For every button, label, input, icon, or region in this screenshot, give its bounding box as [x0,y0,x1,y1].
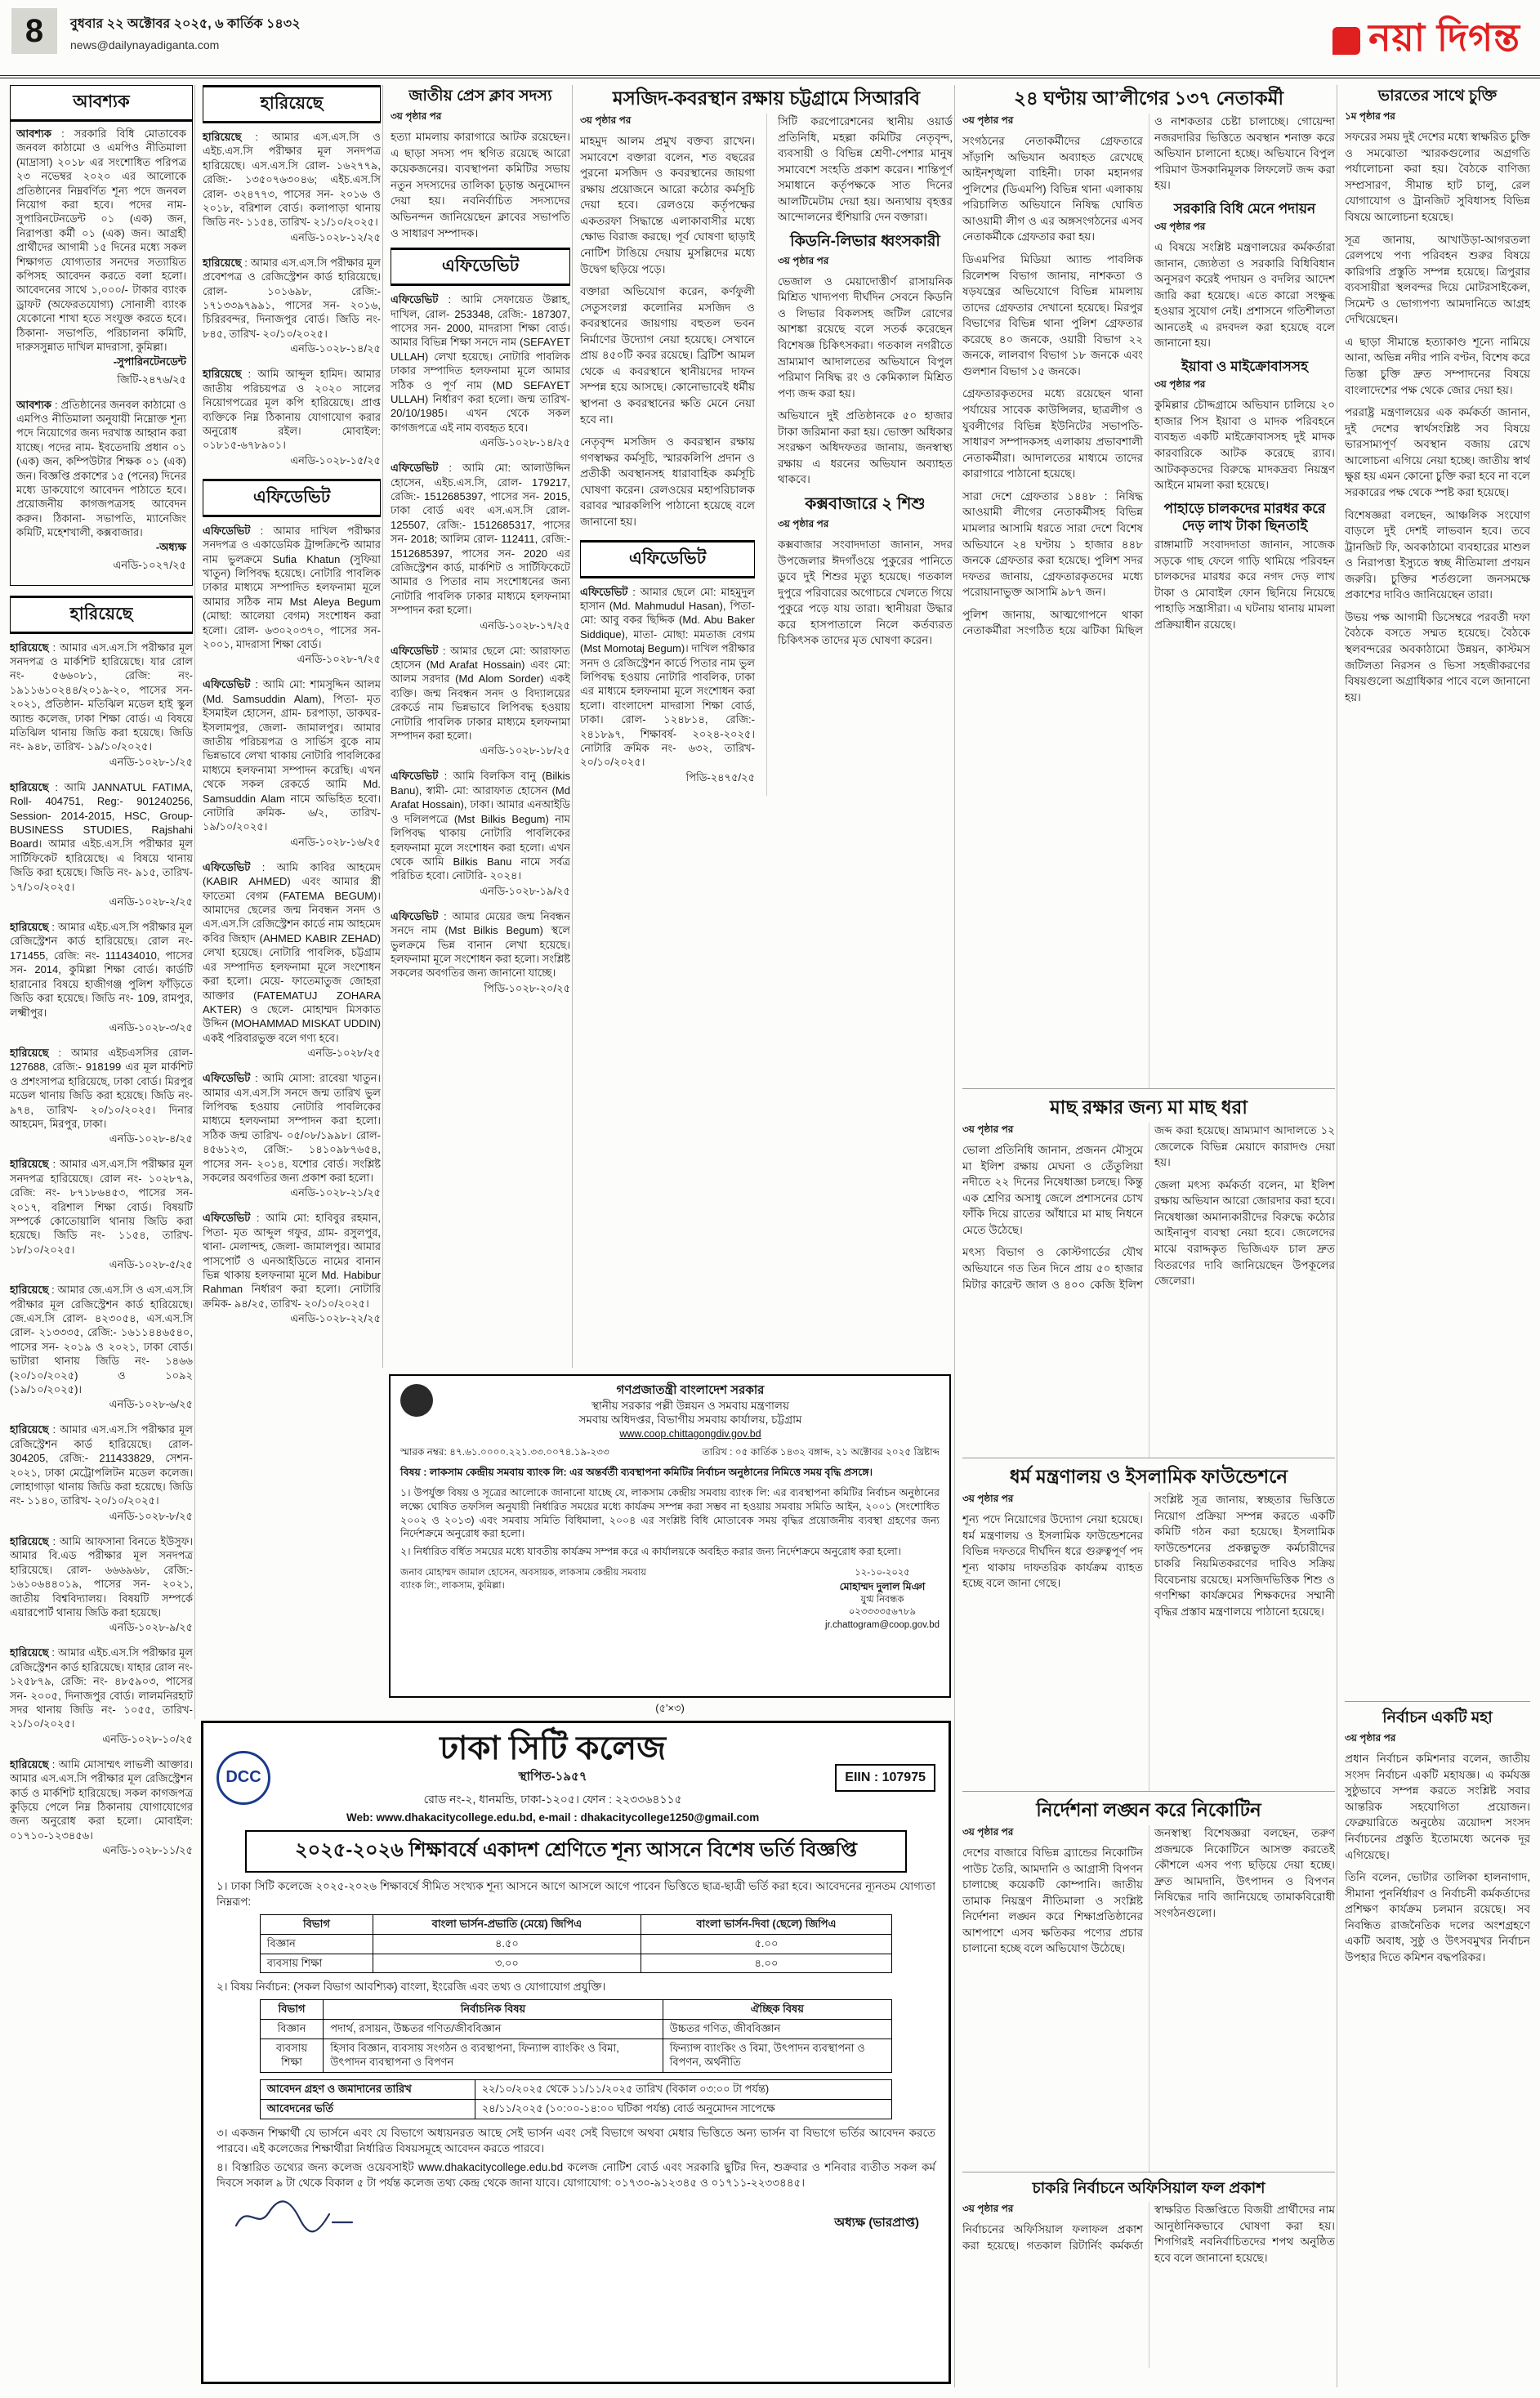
article-headline: নির্বাচন একটি মহা [1382,1709,1493,1726]
college-eiin-badge: EIIN : 107975 [835,1764,935,1792]
continuation-note: ৩য় পৃষ্ঠার পর [962,2203,1014,2215]
classified-text: হারিয়েছে : আমার এস.এস.সি পরীক্ষার মূল রেজিস্ট্রেশন কার্ড হারিয়েছে। রোল- 304205, রেজি:- 211433829, সেশন- ২০২১, ঢাকা মেট্রোপলিটন মডেল কলেজ। লোহাগাড়া থানায় জিডি করা হয়েছে। জিডি নং- ১১৪০, তারিখ- ২০/১০/২০২৫। [10,1423,193,1507]
body-paragraph: হত্যা মামলায় কারাগারে আটক রয়েছেন। এ ছাড়া সদস্য পদ স্থগিত রয়েছে আরো কয়েকজনের। ব্যবস্থাপনা কমিটির সভায় নতুন সদস্যদের তালিকা চূড়ান্ত অনুমোদন দেয়া হয়। নবনির্বাচিত সদস্যদের অভিনন্দন জানিয়েছেন ক্লাবের সভাপতি ও সাধারণ সম্পাদক। [391,131,570,239]
classified-text: হারিয়েছে : আমার এইচ.এস.সি পরীক্ষার মূল রেজিস্ট্রেশন কার্ড হারিয়েছে। যাহার রোল নং- ১২৫৮৭৯, রেজি: নং- ৪৮৫৯০৩, পাসের সন- ২০০৫, দিনাজপুর বোর্ড। লালমনিরহাট সদর থানায় জিডি নং- ১০৫৫, তারিখ- ২১/১০/২০২৫। [10,1646,193,1730]
classified-code: এনডি-১০২৮-৯/২৫ [109,1621,193,1634]
body-paragraph: দেশের বাজারে বিভিন্ন ব্র্যান্ডের নিকোটিন পাউচ তৈরি, আমদানি ও আগ্রাসী বিপণন চালাচ্ছে কয়েকটি কোম্পানি। জাতীয় তামাক নিয়ন্ত্রণ নীতিমালা ও সংশ্লিষ্ট নির্দেশনা লঙ্ঘন করে শিক্ষাপ্রতিষ্ঠানের আশপাশে এসব ক্ষতিকর পণ্যের প্রচার চালানো হচ্ছে বলে অভিযোগ উঠেছে। [962,1847,1143,1955]
continuation-note: ৩য় পৃষ্ঠার পর [962,1826,1014,1838]
classified-text: এফিডেভিট : আমার ছেলে মো: মাহমুদুল হাসান (Md. Mahmudul Hasan), পিতা- মো: আবু বকর ছিদ্দিক (Md. Abu Baker Siddique), মাতা- মোছা: মমতাজ বেগম (Mst Momotaj Begum)। দাখিল পরীক্ষার সনদ ও রেজিস্ট্রেশন কার্ডে পিতার নাম ভুল লিপিবদ্ধ হওয়ায় নোটারি পাবলিক, ঢাকা এর মাধ্যমে হলফনামা মূলে সংশোধন করা হলো। বাংলাদেশ মাদরাসা শিক্ষা বোর্ড, ঢাকা। রোল- ১২৪৮১৪, রেজি:- ২৪১৮৯৭, শিক্ষাবর্ষ- ২০২৪-২০২৫। নোটারি ক্রমিক নং- ৬৩২, তারিখ- ২০/১০/২০২৫। [580,585,755,769]
body-paragraph: নির্বাচনের অফিসিয়াল ফলাফল প্রকাশ করা হয়েছে। গতকাল রিটার্নিং কর্মকর্তা স্বাক্ষরিত বিজ্ঞপ্তিতে বিজয়ী প্রার্থীদের নাম আনুষ্ঠানিকভাবে ঘোষণা করা হয়। শিগগিরই নবনির্বাচিতদের শপথ অনুষ্ঠিত হবে বলে জানানো হয়েছে। [962,2204,1335,2264]
article-official-result [962,2172,1335,2368]
classified-entry [10,1157,193,1275]
classified-code: এনডি-১০২৮-১৪/২৫ [290,342,381,355]
classified-code: জিটি-২৪৭৬/২৫ [117,373,186,386]
classified-text: আবশ্যক : সরকারি বিধি মোতাবেক জনবল কাঠামো ও এমপিও নীতিমালা (মাদ্রাসা) ২০১৮ এর সংশোধিত পরিপত্র ২৩ নভেম্বর ২০২০ এর আলোকে প্রতিষ্ঠানের নিম্নবর্ণিত শূন্য পদে জনবল নিয়োগ করা হবে। পদের নাম- সুপারিনটেনডেন্ট ০১ (এক) জন, নিরাপত্তা কর্মী ০১ (এক) জন। আগ্রহী প্রার্থীদের আগামী ১৫ দিনের মধ্যে সকল শিক্ষাগত যোগ্যতার সনদের সত্যায়িত কপিসহ আবেদন করতে বলা হলো। আবেদনের সাথে ১,০০০/- টাকার ব্যাংক ড্রাফট (অফেরতযোগ্য) সোনালী ব্যাংক যেকোনো শাখা হতে সংযুক্ত করতে হবে। ঠিকানা- সভাপতি, পরিচালনা কমিটি, দারুসসুন্নাত দাখিল মাদরাসা, কুমিল্লা। [16,127,186,354]
body-paragraph: বক্তারা অভিযোগ করেন, কর্ণফুলী সেতুসংলগ্ন কলোনির মসজিদ ও কবরস্থানের জায়গায় বহুতল ভবন নির্মাণের উদ্যোগ নেয়া হয়েছে। সেখানে প্রায় ৪৫০টি কবর রয়েছে। ব্রিটিশ আমল থেকে এ কবরস্থানে স্থানীয়দের দাফন সম্পন্ন হয়ে আসছে। কোনোভাবেই ধর্মীয় স্থাপনা ও কবরস্থানের ক্ষতি মেনে নেয়া হবে না। [580,285,755,426]
body-paragraph: ভোলা প্রতিনিধি জানান, প্রজনন মৌসুমে মা ইলিশ রক্ষায় মেঘনা ও তেঁতুলিয়া নদীতে ২২ দিনের নিষেধাজ্ঞা চলছে। কিন্তু এক শ্রেণির অসাধু জেলে প্রশাসনের চোখ ফাঁকি দিয়ে রাতের আঁধারে মা মাছ নিধনে মেতে উঠেছে। [962,1144,1143,1236]
classified-text: এফিডেভিট : আমি বিলকিস বানু (Bilkis Banu), স্বামী- মো: আরাফাত হোসেন (Md Arafat Hossain), ঢাকা। আমার এনআইডি ও দলিলপত্রে (Mst Bilkis Begum) নাম লিপিবদ্ধ থাকায় নোটারি পাবলিকের হলফনামা মূলে সংশোধন করা হলো। এখন থেকে আমি Bilkis Banu নামে সর্বত্র পরিচিত হবো। নোটারি- ২০২৪। [391,770,570,882]
govt-emblem-icon [400,1384,433,1417]
memo-date: তারিখ : ০৫ কার্তিক ১৪৩২ বঙ্গাব্দ, ২১ অক্টোবর ২০২৫ খ্রিষ্টাব্দ [702,1445,940,1458]
classified-entry [10,780,193,912]
article-body [962,1825,1335,1957]
body-paragraph: তিনি বলেন, ভোটার তালিকা হালনাগাদ, সীমানা পুনর্নির্ধারণ ও নির্বাচনী কর্মকর্তাদের প্রশিক্ষণ কার্যক্রম চলমান রয়েছে। সব নিবন্ধিত রাজনৈতিক দলের অংশগ্রহণে একটি অবাধ, সুষ্ঠু ও উৎসবমুখর নির্বাচন উপহার দিতে কমিশন বদ্ধপরিকর। [1345,1871,1530,1963]
article-columns [580,114,953,796]
body-paragraph: পররাষ্ট্র মন্ত্রণালয়ের এক কর্মকর্তা জানান, দুই দেশের স্বার্থসংশ্লিষ্ট সব বিষয়ে ভারসাম্যপূর্ণ অবস্থান বজায় রেখে আলোচনা এগিয়ে নেয়া হচ্ছে। জাতীয় স্বার্থ ক্ষুণ্ণ হয় এমন কোনো চুক্তি করা হবে না বলে সরকারের পক্ষ থেকে স্পষ্ট করা হয়েছে। [1345,406,1530,498]
body-paragraph: সারা দেশে গ্রেফতার ১৪৪৮ : নিষিদ্ধ আওয়ামী লীগের নেতাকর্মীসহ বিভিন্ন মামলার আসামি ধরতে সারা দেশে বিশেষ অভিযানে ২৪ ঘণ্টায় ১ হাজার ৪৪৮ জনকে গ্রেফতার করা হয়েছে। পুলিশ সদর দফতর জানায়, গ্রেফতারকৃতদের মধ্যে পরোয়ানাভুক্ত আসামি ৯৮৭ জন। [962,489,1143,599]
gpa-table-header-row [260,1914,891,1934]
column-4 [572,85,953,1368]
subject-table [260,1999,892,2073]
article-body [1154,397,1335,493]
classified-code: এনডি-১০২৮-১৬/২৫ [290,835,381,848]
body-paragraph: মৎস্য বিভাগ ও কোস্টগার্ডের যৌথ অভিযানে গত তিন দিনে প্রায় ৫০ হাজার মিটার কারেন্ট জাল ও ৪০০ কেজি ইলিশ জব্দ করা হয়েছে। ভ্রাম্যমাণ আদালতে ১২ জেলেকে বিভিন্ন মেয়াদে কারাদণ্ড দেয়া হয়। [962,1124,1335,1291]
affidavit-title-col4: এফিডেভিট [580,540,755,578]
affidavit-title-col2: এফিডেভিট [203,479,381,517]
college-address: রোড নং-২, ধানমন্ডি, ঢাকা-১২০৫। ফোন : ২২৩৩৬৪১১৫ [423,1793,682,1806]
classified-code: এনডি-১০২৮-১৫/২৫ [290,453,381,467]
continuation-note: ৩য় পৃষ্ঠার পর [778,518,829,530]
affidavit-list-col3 [391,292,570,998]
column-3 [382,85,570,1368]
classified-code: এনডি-১০২৮-১৪/২৫ [480,436,570,449]
classified-text: হারিয়েছে : আমার জে.এস.সি ও এস.এস.সি পরীক্ষার মূল রেজিস্ট্রেশন কার্ড হারিয়েছে। জে.এস.সি রোল- ৪২৩০৫৪, এস.এস.সি রোল- ২১৩৩৩৫, রেজি:- ১৬১১৪৪৬৫৪০, পাসের সন- ২০১৯ ও ২০২১, ঢাকা বোর্ড। ভাটারা থানায় জিডি নং- ১৪৬৬ (২০/১০/২০২৫) ও ১০৯২ (১৯/১০/২০২৫)। [10,1284,193,1396]
classified-code: এনডি-১০২৮-৪/২৫ [109,1132,193,1145]
body-paragraph: অভিযানে দুই প্রতিষ্ঠানকে ৫০ হাজার টাকা জরিমানা করা হয়। ভোক্তা অধিকার সংরক্ষণ অধিদফতর জানায়, জনস্বাস্থ্য রক্ষায় এ ধরনের অভিযান অব্যাহত থাকবে। [778,409,953,486]
aboshyok-section [10,85,193,586]
ad-point-3: ৩। একজন শিক্ষার্থী যে ভার্সনে এবং যে বিভাগে অধ্যয়নরত আছে সেই ভার্সন এবং সেই বিভাগে অথবা মেধার ভিত্তিতে অন্য ভার্সন বা বিভাগে ভর্তির আবেদন করতে পারবে। এই কলেজের শিক্ষার্থীরা নির্ধারিত বিষয়সমূহে আবেদন করতে পারবে। [216,2126,935,2155]
affidavit-list-col2 [203,524,381,1329]
classified-code: এনডি-১০২৮-১৯/২৫ [480,884,570,897]
article-arrests [962,85,1335,1088]
classified-entry [391,769,570,900]
article-body [1154,537,1335,632]
continuation-note: ৩য় পৃষ্ঠার পর [580,114,632,127]
classified-entry [391,461,570,635]
classified-code: পিডি-১০২৮-২০/২৫ [484,981,570,994]
subcolumn-left [580,114,755,796]
classified-text: হারিয়েছে : আমি মোসাম্মৎ লাভলী আক্তার। আমার এস.এস.সি পরীক্ষার মূল রেজিস্ট্রেশন কার্ড ও মার্কশিট হারিয়েছে। সকল কাগজপত্র কুড়িয়ে পেলে নিম্ন ঠিকানায় যোগাযোগের জন্য অনুরোধ করা হলো। মোবাইল: ০১৭১০-১২৩৪৫৬। [10,1757,193,1842]
classified-entry [10,1757,193,1860]
classified-code: এনডি-১০২৭/২৫ [113,558,186,571]
gpa-table-row: ব্যবসায় শিক্ষা ৩.০০ ৪.০০ [260,1954,891,1973]
article-body [580,133,755,530]
masthead-logo [1332,10,1520,72]
lost-list-col2 [203,130,381,471]
classified-code: এনডি-১০২৮-২১/২৫ [290,1186,381,1199]
classified-entry [10,1422,193,1525]
classified-text: হারিয়েছে : আমার এইচ.এস.সি পরীক্ষার মূল রেজিস্ট্রেশন কার্ড হারিয়েছে। রোল নং- 171455, রেজি: নং- 111434010, পাসের সন- 2014, কুমিল্লা শিক্ষা বোর্ড। কার্ডটি হারানোর বিষয়ে হাজীগঞ্জ পুলিশ ফাঁড়িতে জিডি করা হয়েছে। জিডি নং- 109, রামপুর, লক্ষ্মীপুর। [10,921,193,1019]
classified-entry [391,909,570,998]
continuation-note: ৩য় পৃষ্ঠার পর [962,1123,1014,1136]
page-header [0,0,1540,78]
govt-notice-titles [441,1382,940,1440]
page-number [11,8,57,54]
classified-code: এনডি-১০২৮-৫/২৫ [109,1258,193,1271]
classified-text: আবশ্যক : প্রতিষ্ঠানের জনবল কাঠামো ও এমপিও নীতিমালা অনুযায়ী নিম্নোক্ত শূন্য পদে নিয়োগের জন্য দরখাস্ত আহ্বান করা যাচ্ছে। পদের নাম- ইবতেদায়ি প্রধান ০১ (এক) জন, কম্পিউটার শিক্ষক ০১ (এক) জন। বিজ্ঞপ্তি প্রকাশের ১৫ (পনের) দিনের মধ্যে ডাকযোগে আবেদন পাঠাতে হবে। প্রয়োজনীয় কাগজপত্রসহ আবেদন করুন। ঠিকানা- সভাপতি, ম্যানেজিং কমিটি, মহেশখালী, কক্সবাজার। [16,398,186,539]
affidavit-title-col3: এফিডেভিট [391,248,570,286]
college-name: ঢাকা সিটি কলেজ [440,1730,667,1766]
subject-table-header: ঐচ্ছিক বিষয় [663,2000,892,2020]
gpa-table-body [260,1934,891,1973]
aboshyok-title: আবশ্যক [11,86,192,122]
classified-entry [16,127,186,390]
body-paragraph: প্রধান নির্বাচন কমিশনার বলেন, জাতীয় সংসদ নির্বাচন একটি মহাযজ্ঞ। এ কর্মযজ্ঞ সুষ্ঠুভাবে সম্পন্ন করতে সংশ্লিষ্ট সবার আন্তরিক সহযোগিতা প্রয়োজন। ফেব্রুয়ারিতে অনুষ্ঠেয় ত্রয়োদশ সংসদ নির্বাচনের প্রস্তুতি ইতোমধ্যে অনেক দূর এগিয়েছে। [1345,1753,1530,1861]
college-logo-icon: DCC [216,1751,270,1805]
classified-entry [203,256,381,359]
article-columns [962,1825,1335,2172]
body-paragraph: কক্সবাজার সংবাদদাতা জানান, সদর উপজেলার ঈদগাঁওয়ে পুকুরের পানিতে ডুবে দুই শিশুর মৃত্যু হয়েছে। গতকাল দুপুরে পরিবারের অগোচরে খেলতে গিয়ে পুকুরে পড়ে যায় তারা। স্থানীয়রা উদ্ধার করে হাসপাতালে নিলে কর্তব্যরত চিকিৎসক তাদের মৃত ঘোষণা করেন। [778,538,953,647]
continuation-note: ৩য় পৃষ্ঠার পর [778,254,829,266]
body-paragraph: জেলা মৎস্য কর্মকর্তা বলেন, মা ইলিশ রক্ষায় অভিযান আরো জোরদার করা হবে। নিষেধাজ্ঞা অমান্যকারীদের বিরুদ্ধে কঠোর আইনানুগ ব্যবস্থা নেয়া হবে। জেলেদের মাঝে বরাদ্দকৃত ভিজিএফ চাল দ্রুত বিতরণের দাবি জানিয়েছেন উপকূলের জেলেরা। [1154,1178,1335,1288]
article-body [778,537,953,649]
classified-code: এনডি-১০২৮-১৭/২৫ [480,618,570,632]
article-kidney-liver [778,232,953,488]
notice-subject: বিষয় : লাকসাম কেন্দ্রীয় সমবায় ব্যাংক লি: এর অন্তর্বর্তী ব্যবস্থাপনা কমিটির নির্বাচন অনুষ্ঠানের নিমিত্তে সময় বৃদ্ধি প্রসঙ্গে। [400,1466,873,1478]
signature-date: ১২-১০-২০২৫ [855,1568,910,1579]
subarticle-headline: পাহাড়ে চালকদের মারধর করে দেড় লাখ টাকা ছিনতাই [1163,500,1326,534]
lost-title-col2: হারিয়েছে [203,85,381,123]
classified-text: হারিয়েছে : আমার এস.এস.সি পরীক্ষার মূল সনদপত্র ও মার্কশিট হারিয়েছে। যার রোল নং- ৫৬৬০৮১, রেজি: নং- ১৯১১৬১০২৪৪/২০১৯-২০, পাসের সন- ২০২১, প্রতিষ্ঠান- মতিঝিল মডেল হাই স্কুল অ্যান্ড কলেজ, ঢাকা শিক্ষা বোর্ড। এ বিষয়ে মতিঝিল থানায় জিডি করা হয়েছে। জিডি নং- ৯৪৮, তারিখ- ১৯/১০/২০২৫। [10,641,193,753]
article-headline: মসজিদ-কবরস্থান রক্ষায় চট্টগ্রামে সিআরবি [612,87,921,109]
classified-entry [10,1046,193,1149]
article-body [1154,239,1335,351]
body-paragraph: গ্রেফতারকৃতদের মধ্যে রয়েছেন থানা পর্যায়ের সাবেক কাউন্সিলর, ছাত্রলীগ ও যুবলীগের বিভিন্ন ইউনিটের সভাপতি-সাধারণ সম্পাদকসহ এলাকায় প্রভাবশালী নেতাকর্মীরা। আদালতের মাধ্যমে তাদের কারাগারে পাঠানো হয়েছে। [962,387,1143,480]
signer-name: মোহাম্মদ দুলাল মিঞা [839,1580,926,1592]
classified-entry [391,644,570,761]
body-paragraph: সফরের সময় দুই দেশের মধ্যে স্বাক্ষরিত চুক্তি ও সমঝোতা স্মারকগুলোর অগ্রগতি পর্যালোচনা করা হয়। বৈঠকে বাণিজ্য সম্প্রসারণ, সীমান্ত হাট চালু, রেল যোগাযোগ ও ট্রানজিট সুবিধাসহ বিভিন্ন বিষয়ে আলোচনা হয়েছে। [1345,131,1530,223]
body-paragraph: মাহমুদ আলম প্রমুখ বক্তব্য রাখেন। সমাবেশে বক্তারা বলেন, শত বছরের পুরনো মসজিদ ও কবরস্থানের জায়গা রক্ষায় প্রয়োজনে আরো কঠোর কর্মসূচি দেয়া হবে। রেলওয়ে কর্তৃপক্ষের একতরফা সিদ্ধান্তে এলাকাবাসীর মধ্যে ক্ষোভ বিরাজ করছে। পূর্ব ঘোষণা ছাড়াই নোটিশ টাঙিয়ে দেয়ায় মুসল্লিদের মধ্যে উদ্বেগ ছড়িয়ে পড়ে। [580,135,755,275]
body-paragraph: বিশেষজ্ঞরা বলছেন, আঞ্চলিক সংযোগ বাড়লে দুই দেশই লাভবান হবে। তবে ট্রানজিট ফি, অবকাঠামো ব্যবহারের মাশুল ও নিরাপত্তা ইস্যুতে স্বচ্ছ নীতিমালা প্রণয়ন জরুরি। চুক্তির শর্তগুলো জনসমক্ষে প্রকাশের দাবিও জানিয়েছেন তারা। [1345,508,1530,601]
gpa-table-header: বাংলা ভার্সন-প্রভাতি (মেয়ে) জিপিএ [373,1914,641,1934]
body-paragraph: এ ছাড়া সীমান্তে হত্যাকাণ্ড শূন্যে নামিয়ে আনা, অভিন্ন নদীর পানি বণ্টন, বিশেষ করে তিস্তা চুক্তি দ্রুত সম্পাদনের বিষয়ে বাংলাদেশের পক্ষ থেকে জোর দেয়া হয়। [1345,335,1530,396]
ad-signature-row [216,2198,935,2234]
article-religion-ministry [962,1458,1335,1791]
article-body [778,114,953,226]
classified-entry [203,130,381,248]
ad-point-2: ২। বিষয় নির্বাচন: (সকল বিভাগ আবশ্যিক) বাংলা, ইংরেজি এবং তথ্য ও যোগাযোগ প্রযুক্তি। [216,1980,606,1994]
gpa-table-row: বিজ্ঞান ৪.৫০ ৫.০০ [260,1934,891,1954]
classified-code: এনডি-১০২৮-৮/২৫ [109,1509,193,1522]
body-paragraph: পুলিশ জানায়, আত্মগোপনে থাকা নেতাকর্মীরা সংগঠিত হয়ে ঝটিকা মিছিল ও নাশকতার চেষ্টা চালাচ্ছে। গোয়েন্দা নজরদারির ভিত্তিতে অবস্থান শনাক্ত করে অভিযান চালানো হচ্ছে। অভিযানে বিপুল পরিমাণ উসকানিমূলক লিফলেট জব্দ করা হয়। [962,115,1335,637]
lost-list-col1 [10,641,193,1861]
college-web-link[interactable]: Web: www.dhakacitycollege.edu.bd, e-mail : dhakacitycollege1250@gmail.com [346,1811,760,1824]
body-paragraph: সিটি করপোরেশনের স্থানীয় ওয়ার্ড প্রতিনিধি, মহল্লা কমিটির নেতৃবৃন্দ, ব্যবসায়ী ও বিভিন্ন শ্রেণী-পেশার মানুষ সমাবেশে সংহতি প্রকাশ করেন। শান্তিপূর্ণ সমাধানে কর্তৃপক্ষকে সাত দিনের আলটিমেটাম দেয়া হয়। অন্যথায় বৃহত্তর আন্দোলনের হুঁশিয়ারি দেন বক্তারা। [778,115,953,224]
notice-addressee: জনাব মোহাম্মদ জামাল হোসেন, অবসায়ক, লাকসাম কেন্দ্রীয় সমবায় ব্যাংক লি:, লাকসাম, কুমিল্লা। [400,1568,646,1591]
subject-table-header: বিভাগ [260,2000,323,2020]
body-paragraph: ভেজাল ও মেয়াদোত্তীর্ণ রাসায়নিক মিশ্রিত খাদ্যপণ্য দীর্ঘদিন সেবনে কিডনি ও লিভার বিকলসহ জটিল রোগের আশঙ্কা রয়েছে বলে সতর্ক করেছেন বিশেষজ্ঞ চিকিৎসকরা। গতকাল নগরীতে ভ্রাম্যমাণ আদালতের অভিযানে বিপুল পরিমাণ নিষিদ্ধ রং ও কেমিক্যাল মিশ্রিত পণ্য জব্দ করা হয়। [778,275,953,400]
classified-entry [203,524,381,670]
dates-table-row: আবেদন গ্রহণ ও জমাদানের তারিখ ২২/১০/২০২৫ থেকে ১১/১১/২০২৫ তারিখ (বিকাল ০৩:০০ টা পর্যন্ত) [260,2079,891,2099]
classified-code: এনডি-১০২৮-১০/২৫ [102,1732,193,1745]
article-coxsbazar-children [778,494,953,649]
article-columns [962,1123,1335,1458]
principal-signature-label: অধ্যক্ষ (ভারপ্রাপ্ত) [834,2216,919,2231]
logo-mark-icon [1332,27,1360,55]
article-nicotine [962,1791,1335,2172]
continuation-note: ৩য় পৃষ্ঠার পর [1154,221,1206,233]
article-headline: কক্সবাজারে ২ শিশু [805,495,926,514]
ad-point-4: ৪। বিস্তারিত তথ্যের জন্য কলেজ ওয়েবসাইট www.dhakacitycollege.edu.bd কলেজ নোটিশ বোর্ড এবং সরকারি ছুটির দিন, শুক্রবার ও শনিবার ব্যতীত সকল কর্ম দিবসে সকাল ৯ টা থেকে বিকাল ৫ টা পর্যন্ত কলেজ তথ্য কেন্দ্র থেকে জানা যাবে। যোগাযোগ: ০১৭৩০-৯১২৩৪৫ ও ০১৭১১-২২৩৩৪৪৫। [216,2161,935,2190]
subject-table-row: বিজ্ঞান পদার্থ, রসায়ন, উচ্চতর গণিত/জীববিজ্ঞান উচ্চতর গণিত, জীববিজ্ঞান [260,2020,891,2039]
body-paragraph: নেতৃবৃন্দ মসজিদ ও কবরস্থান রক্ষায় গণস্বাক্ষর কর্মসূচি, স্মারকলিপি প্রদান ও প্রতীকী অবস্থানসহ ধারাবাহিক কর্মসূচি ঘোষণা করেন। রেলওয়ের মহাপরিচালক বরাবর স্মারকলিপি পাঠানো হয়েছে বলে জানানো হয়। [580,435,755,528]
classified-signature: -অধ্যক্ষ [155,540,186,553]
ad-header [216,1731,935,1824]
column-1-classifieds [10,85,193,2387]
classified-text: হারিয়েছে : আমি JANNATUL FATIMA, Roll- 404751, Reg:- 901240256, Session- 2014-2015, HSC, Group- BUSINESS STUDIES, Rajshahi Board। আমার এইচ.এস.সি পরীক্ষার মূল সার্টিফিকেট হারিয়েছে। এ বিষয়ে থানায় জিডি করা হয়েছে। জিডি নং- ৯১৫, তারিখ- ১৭/১০/২০২৫। [10,780,193,893]
subarticle-headline: সরকারি বিধি মেনে পদায়ন [1173,200,1316,217]
column-6 [1337,85,1530,2387]
body-paragraph: এ বিষয়ে সংশ্লিষ্ট মন্ত্রণালয়ের কর্মকর্তারা জানান, জ্যেষ্ঠতা ও সরকারি বিধিবিধান অনুসরণ করেই পদায়ন ও বদলির আদেশ জারি করা হয়েছে। এতে কারো সংক্ষুব্ধ হওয়ার সুযোগ নেই। প্রশাসনে গতিশীলতা আনতেই এ রদবদল করা হয়েছে বলে জানানো হয়। [1154,241,1335,350]
classified-entry [580,585,755,788]
govt-line1: গণপ্রজাতন্ত্রী বাংলাদেশ সরকার [616,1383,765,1397]
classified-code: এনডি-১০২৮-১২/২৫ [290,230,381,243]
article-election [1345,1701,1530,2371]
article-headline: ভারতের সাথে চুক্তি [1377,87,1498,105]
article-body [778,274,953,488]
body-paragraph: জনস্বাস্থ্য বিশেষজ্ঞরা বলছেন, তরুণ প্রজন্মকে নিকোটিনে আসক্ত করতেই কৌশলে এসব পণ্য ছড়িয়ে দেয়া হচ্ছে। দ্রুত আমদানি, উৎপাদন ও বিপণন নিষিদ্ধের দাবি জানিয়েছে তামাকবিরোধী সংগঠনগুলো। [1154,1827,1335,1919]
continuation-note: ৩য় পৃষ্ঠার পর [962,114,1014,127]
article-headline: মাছ রক্ষার জন্য মা মাছ ধরা [1050,1096,1248,1118]
article-body [391,129,570,241]
body-paragraph: উভয় পক্ষ আগামী ডিসেম্বরে পরবর্তী দফা বৈঠকে বসতে সম্মত হয়েছে। বৈঠকে স্থলবন্দরের অবকাঠামো উন্নয়ন, কাস্টমস জটিলতা নিরসন ও ভিসা সহজীকরণের বিষয়গুলো অগ্রাধিকার পাবে বলে জানানো হয়। [1345,610,1530,703]
classified-text: এফিডেভিট : আমার দাখিল পরীক্ষার সনদপত্র ও একাডেমিক ট্রান্সক্রিপ্টে আমার নাম ভুলক্রমে Sufia Khatun (সুফিয়া খাতুন) লিপিবদ্ধ হয়েছে। নোটারি পাবলিক ঢাকার মাধ্যমে সম্পাদিত হলফনামা মূলে আমার সঠিক নাম Mst Aleya Begum (মোছা: আলেয়া বেগম) সংশোধন করা হলো। রোল- ৬৩০২০৩৭০, পাসের সন- ২০০১, মাদরাসা শিক্ষা বোর্ড। [203,524,381,650]
body-paragraph: সংগঠনের নেতাকর্মীদের গ্রেফতারে সাঁড়াশি অভিযান অব্যাহত রেখেছে আইনশৃঙ্খলা বাহিনী। ঢাকা মহানগর পুলিশের (ডিএমপি) বিভিন্ন থানা এলাকায় পরিচালিত অভিযানে নিষিদ্ধ ঘোষিত আওয়ামী লীগ ও এর অঙ্গসংগঠনের এসব নেতাকর্মীকে গ্রেফতার করা হয়। [962,135,1143,243]
ad-title-block [282,1731,824,1824]
classified-text: হারিয়েছে : আমি আব্দুল হামিদ। আমার জাতীয় পরিচয়পত্র ও ২০২০ সালের নিয়োগপত্রের মূল কপি হারিয়েছে। প্রাপ্ত ব্যক্তিকে নিম্ন ঠিকানায় যোগাযোগ করার অনুরোধ রইল। মোবাইল: ০১৮১৫-৬৭৮৯০১। [203,368,381,452]
classified-entry [10,1646,193,1748]
classified-text: হারিয়েছে : আমার এইচএসসির রোল- 127688, রেজি:- 918199 এর মূল মার্কশিট ও প্রশংসাপত্র হারিয়েছে, ঢাকা বোর্ড। মিরপুর মডেল থানায় জিডি করা হয়েছে। জিডি নং- ৯৭৪, তারিখ- ২০/১০/২০২৫। দিনার আহমেদ, মিরপুর, ঢাকা। [10,1046,193,1130]
subcolumn-right [766,114,953,796]
classified-text: হারিয়েছে : আমার এস.এস.সি ও এইচ.এস.সি পরীক্ষার মূল সনদপত্র হারিয়েছে। এস.এস.সি রোল- ১৬২৭৭৯, রেজি:- ১৩৫০৭৬৩০৪৬; এইচ.এস.সি রোল- ৩২৪৭৭৩, পাসের সন- ২০১৬ ও ২০১৮, বরিশাল বোর্ড। কলাপাড়া থানায় জিডি নং- ১১৫৪, তারিখ- ২১/১০/২০২৫। [203,131,381,229]
body-paragraph: রাঙ্গামাটি সংবাদদাতা জানান, সাজেক সড়কে গাছ ফেলে গাড়ি থামিয়ে পরিবহন চালকদের মারধর করে নগদ দেড় লাখ টাকা ও মোবাইল ফোন ছিনিয়ে নিয়েছে পাহাড়ি সন্ত্রাসীরা। এ ঘটনায় থানায় মামলা প্রক্রিয়াধীন রয়েছে। [1154,538,1335,631]
gpa-table-header: বাংলা ভার্সন-দিবা (ছেলে) জিপিএ [641,1914,891,1934]
dates-table-body [260,2079,891,2119]
column-2-classifieds [194,85,381,1719]
subject-table-body [260,2020,891,2073]
dateline [70,13,301,51]
memo-row [400,1445,940,1462]
article-mother-fish [962,1088,1335,1458]
article-headline: নির্দেশনা লঙ্ঘন করে নিকোটিন [1036,1799,1261,1820]
aboshyok-list [16,127,186,575]
govt-website-link[interactable]: www.coop.chittagongdiv.gov.bd [619,1427,761,1440]
classified-entry [203,677,381,851]
body-paragraph: সংশ্লিষ্ট সূত্র জানায়, স্বচ্ছতার ভিত্তিতে নিয়োগ প্রক্রিয়া সম্পন্ন করতে একটি কমিটি গঠন করা হয়েছে। ইসলামিক ফাউন্ডেশনের প্রকল্পভুক্ত কর্মচারীদের চাকরি নিয়মিতকরণের দাবিও সক্রিয় বিবেচনায় রয়েছে। মসজিদভিত্তিক শিশু ও গণশিক্ষা কার্যক্রমের শিক্ষকদের সম্মানী বৃদ্ধির প্রস্তাব মন্ত্রণালয়ে পাঠানো হয়েছে। [1154,1494,1335,1618]
classified-text: এফিডেভিট : আমি মোসা: রাবেয়া খাতুন। আমার এস.এস.সি সনদে জন্ম তারিখ ভুল লিপিবদ্ধ হওয়ায় নোটারি পাবলিকের মাধ্যমে হলফনামা সম্পাদন করা হলো। সঠিক জন্ম তারিখ- ০৫/০৮/১৯৯৮। রোল- ৪৫৬১২৩, রেজি:- ১৪১০৯৮৭৬৫৪, পাসের সন- ২০১৪, যশোর বোর্ড। সংশ্লিষ্ট সকলের অবগতির জন্য প্রকাশ করা হলো। [203,1072,381,1184]
signer-email-link[interactable]: jr.chattogram@coop.gov.bd [825,1619,940,1630]
notice-paragraph: ২। নির্ধারিত বর্ধিত সময়ের মধ্যে যাবতীয় কার্যক্রম সম্পন্ন করে এ কার্যালয়কে অবহিত করার জন্য নির্দেশক্রমে অনুরোধ করা হলো। [400,1546,902,1558]
body-paragraph: ডিএমপির মিডিয়া অ্যান্ড পাবলিক রিলেশন্স বিভাগ জানায়, নাশকতা ও ষড়যন্ত্রের অভিযোগে বিভিন্ন মামলায় তাদের গ্রেফতার দেখানো হয়েছে। মিরপুর বিভাগের বিভিন্ন থানা পুলিশ গ্রেফতার করেছে ৪০ জনকে, ওয়ারী বিভাগ ২২ জনকে, লালবাগ বিভাগ ১৮ জনকে এবং গুলশান বিভাগ ১৫ জনকে। [962,252,1143,377]
article-mosque-graveyard [580,85,953,796]
classified-code: এনডি-১০২৮-৩/২৫ [109,1020,193,1034]
column-5 [954,85,1335,2387]
notice-signature-block [825,1567,940,1632]
classified-entry [203,1071,381,1203]
notice-paragraph: ১। উপর্যুক্ত বিষয় ও সূত্রের আলোকে জানানো যাচ্ছে যে, লাকসাম কেন্দ্রীয় সমবায় ব্যাংক লি: এর ব্যবস্থাপনা কমিটির নির্বাচন অনুষ্ঠানের লক্ষ্যে ঘোষিত তফসিল অনুযায়ী নির্ধারিত সময়ের মধ্যে কার্যক্রম সম্পন্ন করা সম্ভব না হওয়ায় সমবায় সমিতি আইন, ২০০১ (সংশোধিত ২০০২ ও ২০১৩) এবং সমবায় সমিতি বিধিমালা, ২০০৪ এর সংশ্লিষ্ট বিধি মোতাবেক সময় বৃদ্ধির প্রয়োজনীয় ব্যবস্থা গ্রহণের জন্য নির্দেশক্রমে অনুরোধ করা হলো। [400,1486,940,1540]
article-columns [962,2202,1335,2368]
article-headline: ২৪ ঘণ্টায় আ’লীগের ১৩৭ নেতাকর্মী [1013,87,1284,109]
continuation-note: ৩য় পৃষ্ঠার পর [391,110,442,123]
lost-title-col1: হারিয়েছে [10,596,193,634]
continuation-note: ৩য় পৃষ্ঠার পর [1345,1732,1396,1744]
classified-text: এফিডেভিট : আমি মো: আলাউদ্দিন হোসেন, এইচ.এস.সি, রোল- 179217, রেজি:- 1512685397, পাসের সন- 2015, ঢাকা বোর্ড এবং এস.এস.সি রোল- 125507, রেজি:- 1512685317, পাসের সন- 2018; আলিম রোল- 112411, রেজি:- 1512685397, পাসের সন- 2020 এর রেজিস্ট্রেশন কার্ড, মার্কশিট ও সার্টিফিকেটে আমার ও পিতার নাম সংশোধনের জন্য নোটারি পাবলিক ঢাকার মাধ্যমে হলফনামা সম্পাদন করা হলো। [391,462,570,617]
signature-scribble-icon [233,2198,355,2234]
classified-signature: -সুপারিনটেনডেন্ট [113,355,186,368]
classified-code: এনডি-১০২৮-২২/২৫ [290,1312,381,1325]
article-headline: জাতীয় প্রেস ক্লাব সদস্য [408,87,552,105]
article-columns [962,114,1335,1088]
date-text: বুধবার ২২ অক্টোবর ২০২৫, ৬ কার্তিক ১৪৩২ [70,17,301,31]
classified-entry [10,1534,193,1637]
classified-entry [391,292,570,453]
classified-entry [16,398,186,575]
classified-text: এফিডেভিট : আমার ছেলে মো: আরাফাত হোসেন (Md Arafat Hossain) এবং মো: আলম সরদার (Md Alom Sorder) একই ব্যক্তি। জন্ম নিবন্ধন সনদ ও বিদ্যালয়ের রেকর্ডে নাম ভিন্নভাবে লিপিবদ্ধ হওয়ায় নোটারি পাবলিক ঢাকার মাধ্যমে হলফনামা সম্পাদন করা হলো। [391,644,570,743]
govt-notice-header [400,1382,940,1440]
article-body [1345,129,1530,705]
ad-point-1: ১। ঢাকা সিটি কলেজে ২০২৫-২০২৬ শিক্ষাবর্ষে সীমিত সংখ্যক শূন্য আসনে আগে আসলে আগে পাবেন ভিত্তিতে ছাত্র-ছাত্রী ভর্তি করা হবে। আবেদনের ন্যূনতম যোগ্যতা নিম্নরূপ: [216,1880,935,1908]
classified-text: হারিয়েছে : আমার এস.এস.সি পরীক্ষার মূল প্রবেশপত্র ও রেজিস্ট্রেশন কার্ড হারিয়েছে। রোল- ১০১৬৯৮, রেজি:- ১৭১৩৩৯৭৯৯১, পাসের সন- ২০১৬, চিরিরবন্দর, দিনাজপুর বোর্ড। জিডি নং- ৮৪৫, তারিখ- ২০/১০/২০২৫। [203,256,381,340]
subject-table-header-row [260,2000,891,2020]
classified-entry [203,367,381,470]
continuation-note: ১ম পৃষ্ঠার পর [1345,110,1395,123]
article-headline: ধর্ম মন্ত্রণালয় ও ইসলামিক ফাউন্ডেশনে [1009,1466,1288,1487]
article-headline: চাকরি নির্বাচনে অফিসিয়াল ফল প্রকাশ [1032,2180,1265,2197]
classified-text: এফিডেভিট : আমার মেয়ের জন্ম নিবন্ধন সনদে নাম (Mst Bilkis Begum) স্থলে ভুলক্রমে ভিন্ন বানান লেখা হয়েছে। হলফনামা মূলে সংশোধন করা হলো। সংশ্লিষ্ট সকলের অবগতির জন্য জানানো যাচ্ছে। [391,909,570,980]
subarticle-headline: ইয়াবা ও মাইক্রোবাসসহ [1181,359,1309,375]
classified-text: হারিয়েছে : আমি আফসানা বিনতে ইউসুফ। আমার বি.এড পরীক্ষার মূল সনদপত্র হারিয়েছে। রোল- ৬৬৬৯৬৮, রেজি:- ১৬১০৬৪৪০১৯, পাসের সন- ২০২১, জাতীয় বিশ্ববিদ্যালয়। বিষয়টি সম্পর্কে এয়ারপোর্ট থানায় জিডি করা হয়েছে। [10,1534,193,1619]
memo-number: স্মারক নম্বর: ৪৭.৬১.০০০০.২২১.৩৩.০০৭৪.১৯-২৩৩ [400,1445,609,1458]
govt-coop-notice [389,1374,951,1698]
affidavit-list-col4 [580,585,755,788]
classified-text: এফিডেভিট : আমি মো: শামসুদ্দিন আলম (Md. Samsuddin Alam), পিতা- মৃত ইসমাইল হোসেন, গ্রাম- চরপাড়া, ডাকঘর- ইসলামপুর, জেলা- জামালপুর। আমার জাতীয় পরিচয়পত্র ও সার্ভিস বুকে নাম ভিন্নভাবে লেখা থাকায় নোটারি পাবলিকের মাধ্যমে হলফনামা সম্পাদন করেছি। এখন থেকে সকল রেকর্ডে আমি Md. Samsuddin Alam নামে অভিহিত হবো। নোটারি ক্রমিক- ৬/২, তারিখ- ১৯/১০/২০২৫। [203,678,381,833]
classified-text: এফিডেভিট : আমি কাবির আহমেদ (KABIR AHMED) এবং আমার স্ত্রী ফাতেমা বেগম (FATEMA BEGUM)। আমাদের ছেলের জন্ম নিবন্ধন সনদ ও এস.এস.সি রেজিস্ট্রেশন কার্ডে নাম আহমেদ কবির জিহাদ (AHMED KABIR ZEHAD) লেখা হয়েছে। নোটারি পাবলিক, চট্টগ্রাম এর সম্পাদিত হলফনামা মূলে সংশোধন করা হলো। মেয়ে- ফাতেমাতুজ জোহরা আক্তার (FATEMATUJ ZOHARA AKTER) ও ছেলে- মোহাম্মদ মিসকাত উদ্দিন (MOHAMMAD MISKAT UDDIN) একই পরিবারভুক্ত বলে গণ্য হবে। [203,860,381,1044]
page-number-value: 8 [25,12,44,49]
classified-code: এনডি-১০২৮-৬/২৫ [109,1398,193,1411]
classified-code: এনডি-১০২৮-১৮/২৫ [480,744,570,757]
classified-code: এনডি-১০২৮-৭/২৫ [297,653,381,666]
body-paragraph: শূন্য পদে নিয়োগের উদ্যোগ নেয়া হয়েছে। ধর্ম মন্ত্রণালয় ও ইসলামিক ফাউন্ডেশনের বিভিন্ন দফতরে দীর্ঘদিন ধরে গুরুত্বপূর্ণ পদ শূন্য থাকায় দাফতরিক কার্যক্রম ব্যাহত হচ্ছে বলে জানা গেছে। [962,1513,1143,1590]
article-press-club [391,85,570,248]
ad-size-note: (৫'×৩) [655,1702,685,1714]
notice-footer [400,1567,940,1632]
classified-code: এনডি-১০২৮/২৫ [307,1047,381,1060]
classified-entry [10,920,193,1038]
classified-code: এনডি-১০২৮-১/২৫ [109,755,193,768]
classified-text: হারিয়েছে : আমার এস.এস.সি পরীক্ষার মূল সনদপত্র হারিয়েছে। রোল নং- ১০২৮৭৯, রেজি: নং- ৮৭১৮৬৪৫৩, পাসের সন- ২০১৭, বরিশাল শিক্ষা বোর্ড। বিষয়টি সম্পর্কে কোতোয়ালি থানায় জিডি করা হয়েছে। জিডি নং- ১১৫৪, তারিখ- ১৮/১০/২০২৫। [10,1158,193,1256]
classified-text: এফিডেভিট : আমি মো: হাবিবুর রহমান, পিতা- মৃত আব্দুল গফুর, গ্রাম- রসুলপুর, থানা- মেলান্দহ, জেলা- জামালপুর। আমার পাসপোর্ট ও এনআইডিতে নামের বানান ভিন্ন থাকায় হলফনামা মূলে Md. Habibur Rahman নির্ধারণ করা হলো। নোটারি ক্রমিক- ৯৪/২৫, তারিখ- ২০/১০/২০২৫। [203,1212,381,1310]
classified-code: এনডি-১০২৮-২/২৫ [109,895,193,909]
article-body [1345,1751,1530,1965]
classified-entry [10,1283,193,1414]
college-established: স্থাপিত-১৯৫৭ [518,1770,587,1784]
article-columns [962,1492,1335,1791]
govt-line3: সমবায় অধিদপ্তর, বিভাগীয় সমবায় কার্যালয়, চট্টগ্রাম [578,1413,802,1427]
subject-table-header: নির্বাচনিক বিষয় [324,2000,663,2020]
dates-table [260,2079,892,2119]
body-paragraph: সূত্র জানায়, আখাউড়া-আগরতলা রেলপথে পণ্য পরিবহন শুরুর বিষয়ে কারিগরি প্রস্তুতি সম্পন্ন হয়েছে। ত্রিপুরার ব্যবসায়ীরা স্থলবন্দর দিয়ে মোটরসাইকেল, সিমেন্ট ও ভোগ্যপণ্য আমদানিতে আগ্রহ দেখিয়েছেন। [1345,233,1530,326]
admission-banner: ২০২৫-২০২৬ শিক্ষাবর্ষে একাদশ শ্রেণিতে শূন্য আসনে বিশেষ ভর্তি বিজ্ঞপ্তি [245,1830,907,1873]
subject-table-row: ব্যবসায় শিক্ষা হিসাব বিজ্ঞান, ব্যবসায় সংগঠন ও ব্যবস্থাপনা, ফিন্যান্স ব্যাংকিং ও বিমা, উৎপাদন ব্যবস্থাপনা ও বিপণন ফিন্যান্স ব্যাংকিং ও বিমা, উৎপাদন ব্যবস্থাপনা ও বিপণন, অর্থনীতি [260,2039,891,2073]
gpa-table-header: বিভাগ [260,1914,373,1934]
article-headline: কিডনি-লিভার ধ্বংসকারী [790,232,940,250]
classified-code: এনডি-১০২৮-১১/২৫ [102,1844,193,1857]
continuation-note: ৩য় পৃষ্ঠার পর [962,1493,1014,1505]
gpa-table [260,1914,892,1974]
classified-code: পিডি-২৪৭৫/২৫ [685,770,755,784]
govt-line2: স্থানীয় সরকার পল্লী উন্নয়ন ও সমবায় মন্ত্রণালয় [591,1399,789,1412]
continuation-note: ৩য় পৃষ্ঠার পর [1154,378,1206,391]
article-india-agreement [1345,85,1530,1701]
classified-text: এফিডেভিট : আমি সেফায়েত উল্লাহ, দাখিল, রোল- 253348, রেজি:- 187307, পাসের সন- 2000, মাদরাসা শিক্ষা বোর্ড। আমার বিভিন্ন শিক্ষা সনদে নাম (SEFAYET ULLAH) লেখা হয়েছে। নোটারি পাবলিক ঢাকার সম্পাদিত হলফনামা মূলে আমার সঠিক ও পূর্ণ নাম (MD SEFAYET ULLAH) নির্ধারণ করা হলো। জন্ম তারিখ- 20/10/1985। এখন থেকে সকল কাগজপত্রে এই নাম ব্যবহৃত হবে। [391,293,570,434]
body-paragraph: কুমিল্লার চৌদ্দগ্রামে অভিযান চালিয়ে ২০ হাজার পিস ইয়াবা ও মাদক পরিবহনে ব্যবহৃত একটি মাইক্রোবাসসহ দুই মাদক কারবারিকে আটক করেছে র‍্যাব। আটককৃতদের বিরুদ্ধে মাদকদ্রব্য নিয়ন্ত্রণ আইনে মামলা করা হয়েছে। [1154,399,1335,492]
classified-entry [10,641,193,772]
article-body [962,1123,1335,1294]
logo-text: নয়া দিগন্ত [1368,16,1520,59]
classified-entry [203,1211,381,1329]
dates-table-row: আবেদনের ভর্তি ২৪/১১/২০২৫ (১০:০০-১৪:০০ ঘটিকা পর্যন্ত) বোর্ড অনুমোদন সাপেক্ষে [260,2099,891,2119]
signer-phone: ০২৩৩৩৩৫৬৭৮৯ [848,1607,917,1618]
article-body [962,1492,1335,1620]
email-link[interactable]: news@dailynayadiganta.com [70,38,220,51]
college-admission-ad [201,1721,951,2384]
classified-entry [203,860,381,1063]
signer-title: যুগ্ম নিবন্ধক [860,1594,904,1605]
